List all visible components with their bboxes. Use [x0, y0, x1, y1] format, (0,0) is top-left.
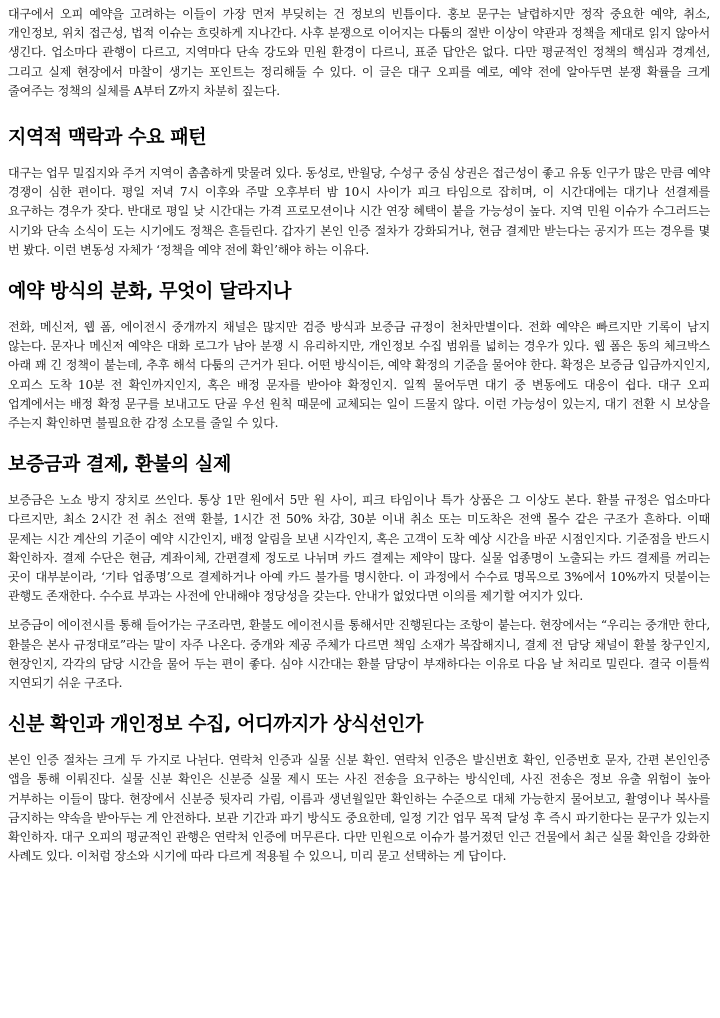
section-paragraph: 본인 인증 절차는 크게 두 가지로 나뉜다. 연락처 인증과 실물 신분 확인. 연락처 인증은 발신번호 확인, 인증번호 문자, 간편 본인인증 앱을 통해 이뤄진다. 실물 신분 확인은 신분증 실물 제시 또는 사진 전송을 요구하는 방식인데, 사진 전송은 정보 유출 위험이 높아 거부하는 이들이 많다. 현장에서 신분증 뒷자리 가림, 이름과 생년월일만 확인하는 수준으로 대체 가능한지 물어보고, 촬영이나 복사를 금지하는 약속을 받아두는 게 안전하다. 보관 기간과 파기 방식도 중요한데, 일정 기간 업무 목적 달성 후 즉시 파기한다는 문구가 있는지 확인하자. 대구 오피의 평균적인 관행은 연락처 인증에 머무른다. 다만 민원으로 이슈가 불거졌던 인근 건물에서 최근 실물 확인을 강화한 사례도 있다. 이처럼 장소와 시기에 따라 다르게 적용될 수 있으니, 미리 묻고 선택하는 게 답이다.: [8, 753, 710, 864]
section-paragraph: 보증금이 에이전시를 통해 들어가는 구조라면, 환불도 에이전시를 통해서만 진행된다는 조항이 붙는다. 현장에서는 “우리는 중개만 한다, 환불은 본사 규정대로”라는 말이 자주 나온다. 중개와 제공 주체가 다르면 책임 소재가 복잡해지니, 결제 전 담당 채널이 환불 창구인지, 현장인지, 각각의 담당 시간을 물어 두는 편이 좋다. 심야 시간대는 환불 담당이 부재하다는 이유로 다음 날 처리로 밀린다. 결국 이틀씩 지연되기 쉬운 구조다.: [8, 618, 710, 691]
section-paragraph: 대구는 업무 밀집지와 주거 지역이 촘촘하게 맞물려 있다. 동성로, 반월당, 수성구 중심 상권은 접근성이 좋고 유동 인구가 많은 만큼 예약 경쟁이 심한 편이다. 평일 저녁 7시 이후와 주말 오후부터 밤 10시 사이가 피크 타임으로 잡히며, 이 시간대에는 대기나 선결제를 요구하는 경우가 잦다. 반대로 평일 낮 시간대는 가격 프로모션이나 시간 연장 혜택이 붙을 가능성이 높다. 지역 민원 이슈가 수그러드는 시기와 단속 소식이 도는 시기에도 정책은 흔들린다. 갑자기 본인 인증 절차가 강화되거나, 현금 결제만 받는다는 공지가 뜨는 경우를 몇 번 봤다. 이런 변동성 자체가 ‘정책을 예약 전에 확인’해야 하는 이유다.: [8, 166, 710, 257]
section-paragraph: 전화, 메신저, 웹 폼, 에이전시 중개까지 채널은 많지만 검증 방식과 보증금 규정이 천차만별이다. 전화 예약은 빠르지만 기록이 남지 않는다. 문자나 메신저 예약은 대화 로그가 남아 분쟁 시 유리하지만, 개인정보 수집 범위를 넓히는 경우가 있다. 웹 폼은 동의 체크박스 아래 꽤 긴 정책이 붙는데, 추후 해석 다툼의 근거가 된다. 어떤 방식이든, 예약 확정의 기준을 물어야 한다. 확정은 보증금 입금까지인지, 오피스 도착 10분 전 확인까지인지, 혹은 배정 문자를 받아야 확정인지. 일찍 물어두면 대기 중 변동에도 대응이 쉽다. 대구 오피 업계에서는 배정 확정 문구를 보내고도 단골 우선 원칙 때문에 교체되는 일이 드물지 않다. 이런 가능성이 있는지, 대기 전환 시 보상을 주는지 확인하면 불필요한 감정 소모를 줄일 수 있다.: [8, 320, 710, 431]
section-heading-deposit-refund: 보증금과 결제, 환불의 실제: [8, 453, 231, 476]
section-heading-booking-methods: 예약 방식의 분화, 무엇이 달라지나: [8, 280, 292, 303]
section-paragraph: 보증금은 노쇼 방지 장치로 쓰인다. 통상 1만 원에서 5만 원 사이, 피크 타임이나 특가 상품은 그 이상도 본다. 환불 규정은 업소마다 다르지만, 최소 2시간 전 취소 전액 환불, 1시간 전 50% 차감, 30분 이내 취소 또는 미도착은 전액 몰수 같은 구조가 흔하다. 이때 문제는 시간 계산의 기준이 예약 시간인지, 배정 알림을 보낸 시각인지, 혹은 고객이 도착 예상 시간을 바꾼 시점인지다. 기준점을 반드시 확인하자. 결제 수단은 현금, 계좌이체, 간편결제 정도로 나뉘며 카드 결제는 제약이 많다. 실물 업종명이 노출되는 카드 결제를 꺼리는 곳이 대부분이라, ‘기타 업종명’으로 결제하거나 아예 카드 불가를 명시한다. 이 과정에서 수수료 명목으로 3%에서 10%까지 덧붙이는 관행도 존재한다. 수수료 부과는 사전에 안내해야 정당성을 갖는다. 안내가 없었다면 이의를 제기할 여지가 있다.: [8, 493, 710, 604]
intro-paragraph: 대구에서 오피 예약을 고려하는 이들이 가장 먼저 부딪히는 건 정보의 빈틈이다. 홍보 문구는 날렵하지만 정작 중요한 예약, 취소, 개인정보, 위치 접근성, 법적 이슈는 흐릿하게 지나간다. 사후 분쟁으로 이어지는 다툼의 절반 이상이 약관과 정책을 제대로 읽지 않아서 생긴다. 업소마다 관행이 다르고, 지역마다 단속 강도와 민원 환경이 다르니, 표준 답안은 없다. 다만 평균적인 정책의 핵심과 경계선, 그리고 실제 현장에서 마찰이 생기는 포인트는 정리해둘 수 있다. 이 글은 대구 오피를 예로, 예약 전에 알아두면 분쟁 확률을 크게 줄여주는 정책의 실체를 A부터 Z까지 차분히 짚는다.: [8, 7, 710, 98]
section-heading-identity-privacy: 신분 확인과 개인정보 수집, 어디까지가 상식선인가: [8, 713, 423, 736]
section-heading-regional-context: 지역적 맥락과 수요 패턴: [8, 126, 207, 149]
